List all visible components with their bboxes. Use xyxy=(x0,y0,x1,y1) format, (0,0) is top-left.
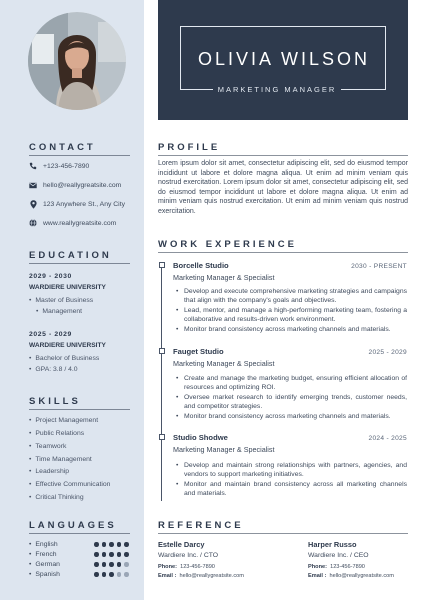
reference-email-value: hello@reallygreatsite.com xyxy=(329,573,394,579)
rating-dot xyxy=(117,552,122,557)
language-rating xyxy=(94,562,129,567)
name-frame xyxy=(180,26,386,90)
job-company: Studio Shodwe xyxy=(173,433,228,442)
skill-item: • Leadership xyxy=(29,466,69,478)
skill-item: • Teamwork xyxy=(29,441,66,453)
profile-heading: PROFILE xyxy=(158,142,221,153)
education-heading: EDUCATION xyxy=(29,250,112,261)
contact-divider xyxy=(29,155,130,156)
education-school: WARDIERE UNIVERSITY xyxy=(29,284,106,291)
location-pin-icon xyxy=(29,200,37,208)
profile-text: Lorem ipsum dolor sit amet, consectetur adipiscing elit, sed do eiusmod tempor incididunt ut labore et dolore magna aliqua. Ut enim ad minim veniam quis nostrud exercitation. Lorem ipsum dolor sit amet, consectetur adipiscing elit, sed do eiusmod tempor incididunt ut labore et dolore magna aliqua. Ut enim ad minim veniam quis nostrud exercitation. Ut enim ad minim veniam quis nostrud exercitation. xyxy=(158,160,408,215)
language-name: • English xyxy=(29,539,58,551)
job-title: Marketing Manager & Specialist xyxy=(173,445,275,454)
timeline-node xyxy=(159,348,165,354)
skill-item: • Critical Thinking xyxy=(29,492,84,504)
rating-dot xyxy=(124,562,129,567)
job-bullet: • Monitor and maintain brand consistency across all marketing channels and materials. xyxy=(176,480,407,499)
language-rating xyxy=(94,552,129,557)
rating-dot xyxy=(102,542,107,547)
languages-heading: LANGUAGES xyxy=(29,520,117,531)
rating-dot xyxy=(94,572,99,577)
rating-dot xyxy=(109,542,114,547)
skill-item: • Public Relations xyxy=(29,428,84,440)
timeline-node xyxy=(159,262,165,268)
reference-divider xyxy=(158,533,408,534)
education-detail-text: Management xyxy=(42,308,83,315)
contact-website-text: www.reallygreatsite.com xyxy=(43,219,117,227)
contact-address-text: 123 Anywhere St., Any City xyxy=(43,200,125,208)
profile-divider xyxy=(158,155,408,156)
profile-photo xyxy=(28,12,126,110)
rating-dot xyxy=(94,562,99,567)
globe-icon xyxy=(29,219,37,227)
job-company: Borcelle Studio xyxy=(173,261,229,270)
job-company: Fauget Studio xyxy=(173,347,224,356)
reference-phone[interactable] xyxy=(308,564,365,570)
language-rating xyxy=(94,542,129,547)
job-bullet: • Monitor brand consistency across marketing channels and materials. xyxy=(176,412,407,421)
mail-icon xyxy=(29,181,37,189)
job-title: Marketing Manager & Specialist xyxy=(173,273,275,282)
contact-email[interactable] xyxy=(29,181,121,189)
reference-name: Harper Russo xyxy=(308,540,357,549)
rating-dot xyxy=(109,562,114,567)
education-school: WARDIERE UNIVERSITY xyxy=(29,342,106,349)
person-name: OLIVIA WILSON xyxy=(197,49,371,69)
job-bullets xyxy=(176,461,407,499)
education-years: 2025 - 2029 xyxy=(29,331,72,338)
experience-timeline xyxy=(161,264,162,501)
rating-dot xyxy=(94,552,99,557)
rating-dot xyxy=(124,552,129,557)
skills-heading: SKILLS xyxy=(29,396,81,407)
rating-dot xyxy=(102,562,107,567)
rating-dot xyxy=(109,552,114,557)
contact-heading: CONTACT xyxy=(29,142,96,153)
reference-phone-value: 123-456-7890 xyxy=(180,564,215,570)
reference-email-label: Email : xyxy=(158,573,177,579)
job-bullet: • Develop and execute comprehensive marketing strategies and campaigns that align with the company's goals and objectives. xyxy=(176,287,407,306)
language-name: • French xyxy=(29,549,57,561)
job-bullet: • Develop and maintain strong relationships with partners, agencies, and vendors to support marketing initiatives. xyxy=(176,461,407,480)
sidebar xyxy=(0,0,144,600)
education-detail-continued xyxy=(36,306,82,318)
rating-dot xyxy=(109,572,114,577)
skills-divider xyxy=(29,409,130,410)
rating-dot xyxy=(117,572,122,577)
skill-item: • Effective Communication xyxy=(29,479,110,491)
job-dates: 2025 - 2029 xyxy=(368,349,407,356)
job-bullet: • Create and manage the marketing budget, ensuring efficient allocation of resources and optimizing ROI. xyxy=(176,374,407,393)
education-detail: • GPA: 3.8 / 4.0 xyxy=(29,364,78,376)
header-banner xyxy=(158,0,408,120)
education-detail: • Master of Business xyxy=(29,295,93,307)
skill-item: • Time Management xyxy=(29,454,92,466)
experience-divider xyxy=(158,252,408,253)
reference-email-label: Email : xyxy=(308,573,327,579)
education-detail: • Bachelor of Business xyxy=(29,353,99,365)
reference-company: Wardiere Inc. / CEO xyxy=(308,552,369,559)
reference-name: Estelle Darcy xyxy=(158,540,205,549)
rating-dot xyxy=(124,572,129,577)
phone-icon xyxy=(29,162,37,170)
rating-dot xyxy=(117,542,122,547)
contact-address[interactable] xyxy=(29,200,125,208)
education-divider xyxy=(29,263,130,264)
reference-heading: REFERENCE xyxy=(158,520,244,531)
rating-dot xyxy=(124,542,129,547)
job-dates: 2030 - PRESENT xyxy=(351,263,407,270)
contact-website[interactable] xyxy=(29,219,116,227)
job-bullets xyxy=(176,374,407,421)
job-bullet: • Oversee market research to identify emerging trends, customer needs, and competitor strategies. xyxy=(176,393,407,412)
rating-dot xyxy=(94,542,99,547)
rating-dot xyxy=(102,552,107,557)
profile-photo-image xyxy=(28,12,126,110)
experience-heading: WORK EXPERIENCE xyxy=(158,239,297,250)
contact-email-text: hello@reallygreatsite.com xyxy=(43,181,122,189)
education-years: 2029 - 2030 xyxy=(29,273,72,280)
job-bullets xyxy=(176,287,407,334)
reference-email[interactable] xyxy=(308,573,394,579)
role-strip xyxy=(213,82,341,96)
language-rating xyxy=(94,572,129,577)
reference-email[interactable] xyxy=(158,573,244,579)
reference-phone-label: Phone: xyxy=(308,564,327,570)
contact-phone-text: +123-456-7890 xyxy=(43,162,90,170)
reference-phone[interactable] xyxy=(158,564,215,570)
reference-company: Wardiere Inc. / CTO xyxy=(158,552,219,559)
languages-divider xyxy=(29,533,130,534)
contact-phone[interactable] xyxy=(29,162,89,170)
reference-phone-value: 123-456-7890 xyxy=(330,564,365,570)
skill-item: • Project Management xyxy=(29,415,98,427)
job-bullet: • Lead, mentor, and manage a high-performing marketing team, fostering a collaborative and results-driven work environment. xyxy=(176,306,407,325)
reference-phone-label: Phone: xyxy=(158,564,177,570)
timeline-node xyxy=(159,434,165,440)
person-role: MARKETING MANAGER xyxy=(217,85,337,94)
job-title: Marketing Manager & Specialist xyxy=(173,359,275,368)
language-name: • Spanish xyxy=(29,569,60,581)
reference-email-value: hello@reallygreatsite.com xyxy=(179,573,244,579)
rating-dot xyxy=(102,572,107,577)
language-name: • German xyxy=(29,559,60,571)
rating-dot xyxy=(117,562,122,567)
job-bullet: • Monitor brand consistency across marketing channels and materials. xyxy=(176,325,407,334)
job-dates: 2024 - 2025 xyxy=(368,435,407,442)
